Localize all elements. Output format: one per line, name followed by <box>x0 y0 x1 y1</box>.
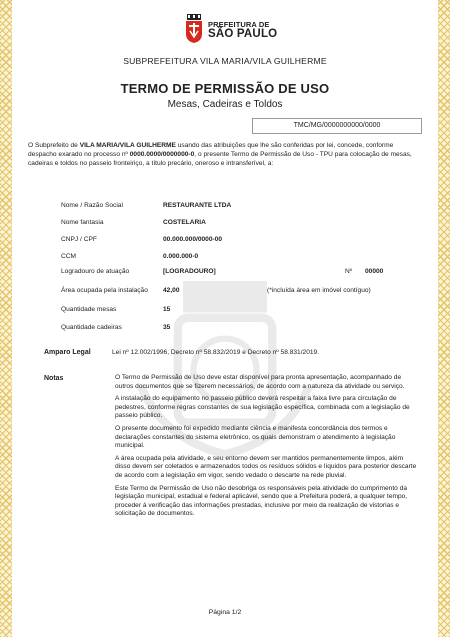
numero-label: Nº <box>345 268 353 275</box>
amparo-legal-label: Amparo Legal <box>44 349 91 356</box>
quantidade-mesas-label: Quantidade mesas <box>61 306 117 313</box>
quantidade-cadeiras-value: 35 <box>163 324 171 331</box>
document-subtitle: Mesas, Cadeiras e Toldos <box>167 99 283 110</box>
nota-item: A área ocupada pela atividade, e seu entorno devem ser mantidos permanentemente limpos, além disso devem ser coletados e armazenados todos os resíduos sólidos e líquidos para posterior descarte de acordo com a legislação em vigor, sendo vedado o descarte na rede pluvial. <box>115 454 417 479</box>
process-code-box: TMC/MG/0000000000/0000 <box>252 118 422 134</box>
area-note: (*incluída área em imóvel contíguo) <box>267 287 371 294</box>
ccm-label: CCM <box>61 253 77 260</box>
intro-text-1: O Subprefeito de <box>28 142 80 149</box>
prefeitura-logo <box>183 14 278 44</box>
intro-paragraph <box>28 141 420 168</box>
cnpj-value: 00.000.000/0000-00 <box>163 236 223 243</box>
nota-item: A instalação do equipamento no passeio público deverá respeitar a faixa livre para circulação de pedestres, conforme regras constantes de sua legislação específica, combinada com a legislação de passeio público. <box>115 395 410 420</box>
quantidade-cadeiras-label: Quantidade cadeiras <box>61 324 122 331</box>
intro-text-2: usando das atribuições que lhe são conferidas por lei, concede, conforme despacho exarado no processo nº <box>28 142 394 158</box>
document-title: TERMO DE PERMISSÃO DE USO <box>120 81 330 96</box>
logradouro-label: Logradouro de atuação <box>61 268 130 275</box>
numero-value: 00000 <box>365 268 384 275</box>
logo-text-prefeitura: PREFEITURA DE <box>208 20 270 29</box>
intro-subprefeitura-name: VILA MARIA/VILA GUILHERME <box>79 142 176 149</box>
logradouro-value: [LOGRADOURO] <box>163 268 216 275</box>
nome-fantasia-value: COSTELARIA <box>163 219 206 226</box>
subprefeitura-heading: SUBPREFEITURA VILA MARIA/VILA GUILHERME <box>123 56 327 66</box>
nota-item: O Termo de Permissão de Uso deve estar disponível para pronta apresentação, acompanhado de outros documentos que se fizerem necessários, de acordo com a natureza da atividade ou serviço. <box>115 374 405 390</box>
nota-item: O presente documento foi expedido mediante ciência e manifesta concordância dos termos e declarações constantes do sistema eletrônico, os quais demonstram o atendimento à legislação municipal. <box>115 424 396 450</box>
notas-list <box>115 374 420 523</box>
quantidade-mesas-value: 15 <box>163 306 171 313</box>
intro-text-3: , o presente Termo de Permissão de Uso - TPU para colocação de mesas, cadeiras e toldos no passeio fronteiriço, a título precário, oneroso e intransferível, a: <box>28 151 412 167</box>
razao-social-label: Nome / Razão Social <box>61 202 123 209</box>
intro-process-number: 0000.0000/0000000-0 <box>129 151 195 158</box>
amparo-legal-text: Lei nº 12.002/1996, Decreto nº 58.832/2019 e Decreto nº 58.831/2019. <box>112 349 320 356</box>
notas-label: Notas <box>44 375 64 382</box>
ccm-value: 0.000.000-0 <box>163 253 199 260</box>
area-label: Área ocupada pela instalação <box>61 287 148 294</box>
area-value: 42,00 <box>163 287 180 294</box>
nome-fantasia-label: Nome fantasia <box>61 219 104 226</box>
logo-text-sao-paulo: SÃO PAULO <box>208 28 278 40</box>
cnpj-label: CNPJ / CPF <box>61 236 97 243</box>
razao-social-value: RESTAURANTE LTDA <box>163 202 232 209</box>
sao-paulo-crest-icon <box>183 14 205 44</box>
nota-item: Este Termo de Permissão de Uso não desobriga os responsáveis pela atividade do cumprimento da legislação municipal, estadual e federal aplicável, sendo que a Prefeitura poderá, a qualquer tempo, proceder à verificação das informações prestadas, inclusive por meio da realização de vistorias e solicitação de documentos. <box>115 484 408 518</box>
page-number: Página 1/2 <box>208 609 242 616</box>
